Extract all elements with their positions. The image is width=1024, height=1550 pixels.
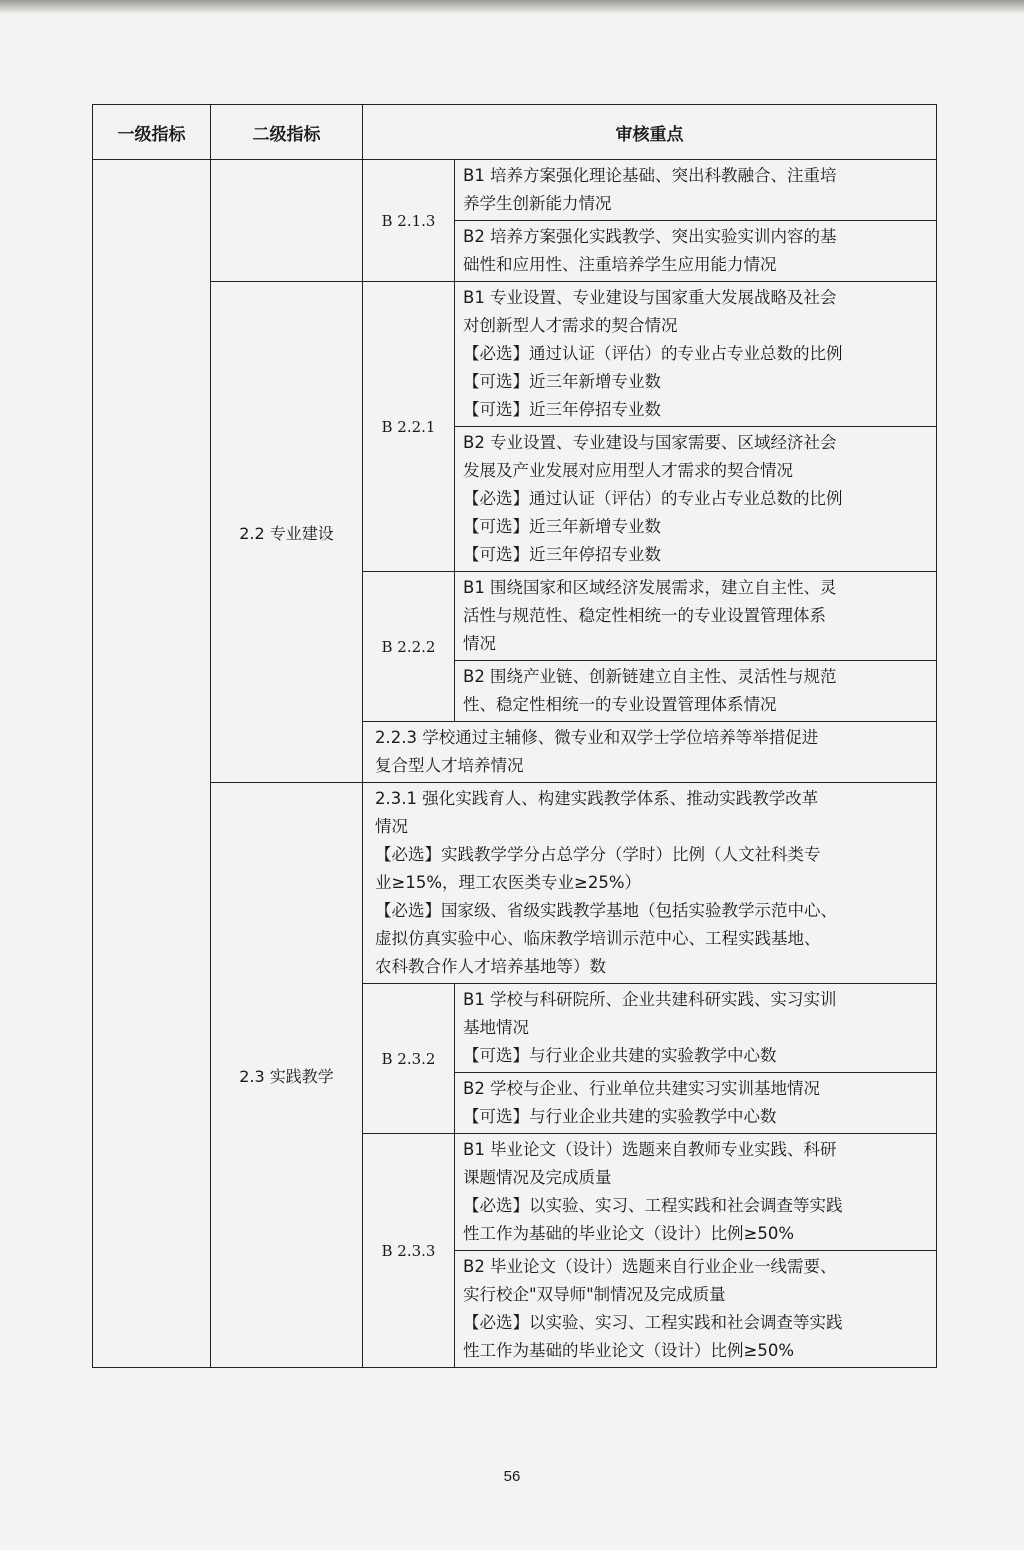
text-line: B2 培养方案强化实践教学、突出实验实训内容的基	[463, 227, 837, 246]
text-line: B2 毕业论文（设计）选题来自行业企业一线需要、	[463, 1257, 837, 1276]
text-line: 【可选】近三年停招专业数	[463, 400, 661, 419]
table-row	[93, 160, 937, 221]
code-b222: B 2.2.2	[363, 572, 455, 722]
text-line: 基地情况	[463, 1018, 529, 1037]
text-line: B2 学校与企业、行业单位共建实习实训基地情况	[463, 1079, 821, 1098]
text-line: 复合型人才培养情况	[375, 756, 524, 775]
item-2-2-3	[363, 722, 937, 783]
item-2-3-1	[363, 783, 937, 984]
b233-b2	[455, 1251, 937, 1368]
text-line: 础性和应用性、注重培养学生应用能力情况	[463, 255, 777, 274]
text-line: 【必选】国家级、省级实践教学基地（包括实验教学示范中心、	[375, 901, 837, 920]
table-row	[93, 282, 937, 427]
b232-b2	[455, 1073, 937, 1134]
text-line: 活性与规范性、稳定性相统一的专业设置管理体系	[463, 606, 826, 625]
text-line: 对创新型人才需求的契合情况	[463, 316, 678, 335]
text-line: 【必选】通过认证（评估）的专业占专业总数的比例	[463, 489, 843, 508]
code-b213: B 2.1.3	[363, 160, 455, 282]
text-line: 【必选】实践教学学分占总学分（学时）比例（人文社科类专	[375, 845, 821, 864]
text-line: 业≥15%，理工农医类专业≥25%）	[375, 873, 641, 892]
page-top-shadow	[0, 0, 1024, 14]
text-line: 【可选】近三年停招专业数	[463, 545, 661, 564]
text-line: 【必选】通过认证（评估）的专业占专业总数的比例	[463, 344, 843, 363]
b213-b1	[455, 160, 937, 221]
b222-b2	[455, 661, 937, 722]
header-row	[93, 105, 937, 160]
b232-b1	[455, 984, 937, 1073]
text-line: 【可选】近三年新增专业数	[463, 372, 661, 391]
text-line: 性工作为基础的毕业论文（设计）比例≥50%	[463, 1341, 794, 1360]
text-line: 性工作为基础的毕业论文（设计）比例≥50%	[463, 1224, 794, 1243]
text-line: 情况	[463, 634, 496, 653]
table-row	[93, 783, 937, 984]
header-review-focus: 审核重点	[363, 105, 937, 160]
text-line: B1 围绕国家和区域经济发展需求，建立自主性、灵	[463, 578, 837, 597]
code-b232: B 2.3.2	[363, 984, 455, 1134]
text-line: 性、稳定性相统一的专业设置管理体系情况	[463, 695, 777, 714]
text-line: 【可选】与行业企业共建的实验教学中心数	[463, 1107, 777, 1126]
b233-b1	[455, 1134, 937, 1251]
text-line: B1 专业设置、专业建设与国家重大发展战略及社会	[463, 288, 837, 307]
text-line: 【可选】与行业企业共建的实验教学中心数	[463, 1046, 777, 1065]
text-line: 实行校企"双导师"制情况及完成质量	[463, 1285, 726, 1304]
text-line: 情况	[375, 817, 408, 836]
section-2-3: 2.3 实践教学	[211, 783, 363, 1368]
text-line: B1 毕业论文（设计）选题来自教师专业实践、科研	[463, 1140, 837, 1159]
b221-b1	[455, 282, 937, 427]
header-level1: 一级指标	[93, 105, 211, 160]
text-line: 【可选】近三年新增专业数	[463, 517, 661, 536]
header-level2: 二级指标	[211, 105, 363, 160]
text-line: B2 围绕产业链、创新链建立自主性、灵活性与规范	[463, 667, 837, 686]
text-line: 虚拟仿真实验中心、临床教学培训示范中心、工程实践基地、	[375, 929, 821, 948]
review-table	[92, 104, 937, 1368]
text-line: 养学生创新能力情况	[463, 194, 612, 213]
text-line: B2 专业设置、专业建设与国家需要、区域经济社会	[463, 433, 837, 452]
text-line: 2.3.1 强化实践育人、构建实践教学体系、推动实践教学改革	[375, 789, 819, 808]
text-line: 发展及产业发展对应用型人才需求的契合情况	[463, 461, 793, 480]
code-b233: B 2.3.3	[363, 1134, 455, 1368]
b221-b2	[455, 427, 937, 572]
b213-b2	[455, 221, 937, 282]
b222-b1	[455, 572, 937, 661]
text-line: 课题情况及完成质量	[463, 1168, 612, 1187]
code-b221: B 2.2.1	[363, 282, 455, 572]
text-line: 农科教合作人才培养基地等）数	[375, 957, 606, 976]
text-line: B1 培养方案强化理论基础、突出科教融合、注重培	[463, 166, 837, 185]
level1-empty-cell	[93, 160, 211, 1368]
text-line: B1 学校与科研院所、企业共建科研实践、实习实训	[463, 990, 837, 1009]
level2-empty-cell	[211, 160, 363, 282]
text-line: 2.2.3 学校通过主辅修、微专业和双学士学位培养等举措促进	[375, 728, 819, 747]
text-line: 【必选】以实验、实习、工程实践和社会调查等实践	[463, 1196, 843, 1215]
section-2-2: 2.2 专业建设	[211, 282, 363, 783]
page-number: 56	[503, 1468, 521, 1485]
text-line: 【必选】以实验、实习、工程实践和社会调查等实践	[463, 1313, 843, 1332]
